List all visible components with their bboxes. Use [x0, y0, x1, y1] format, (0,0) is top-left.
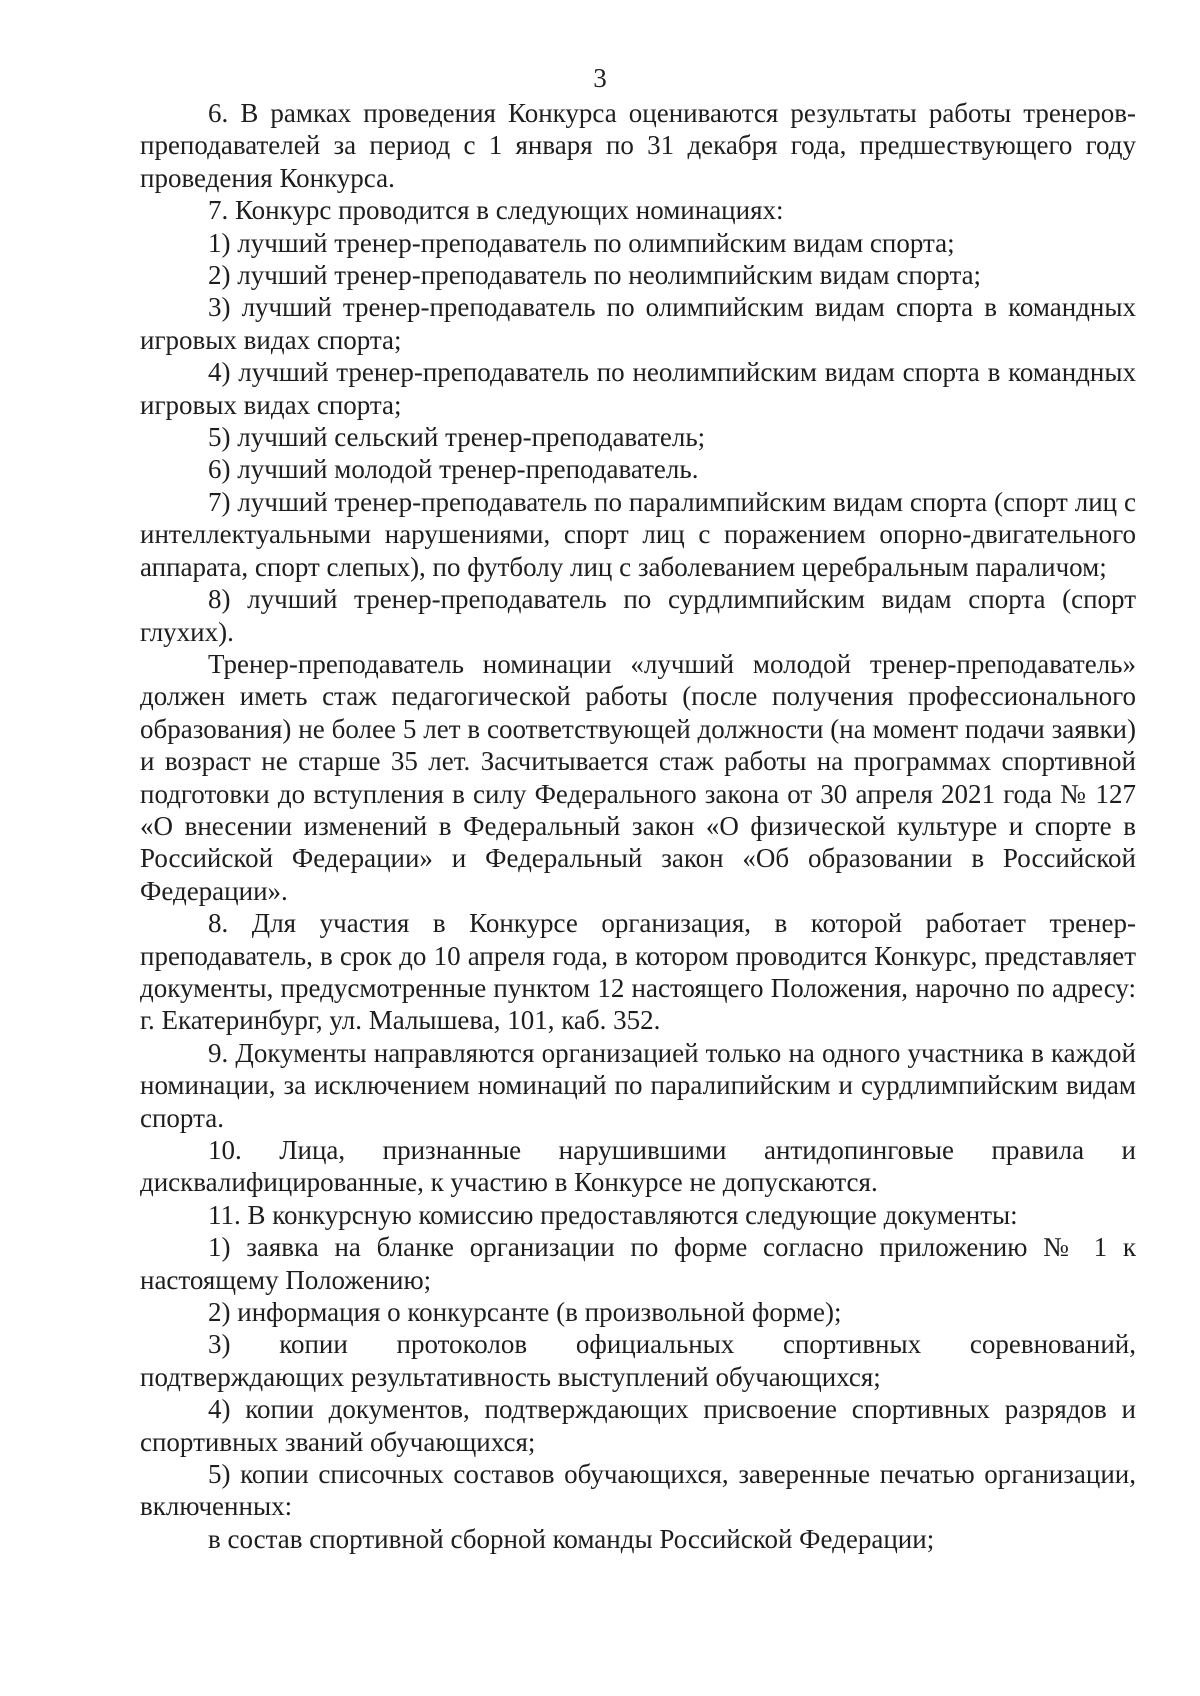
nomination-4: 4) лучший тренер-преподаватель по неолимпийским видам спорта в командных игровых видах спорта; [140, 357, 1136, 420]
paragraph-item-8: 8. Для участия в Конкурсе организация, в которой работает тренер-преподаватель, в срок до 10 апреля года, в котором проводится Конкурс, представляет документы, предусмотренные пунктом 12 настоящего Положения, нарочно по адресу: г. Екатеринбург, ул. Малышева, 101, каб. 352. [140, 908, 1136, 1036]
document-list-5-subitem: в состав спортивной сборной команды Российской Федерации; [208, 1523, 935, 1554]
nomination-3: 3) лучший тренер-преподаватель по олимпийским видам спорта в командных игровых видах спорта; [140, 292, 1136, 355]
paragraph-item-6: 6. В рамках проведения Конкурса оцениваются результаты работы тренеров-преподавателей за период с 1 января по 31 декабря года, предшествующего году проведения Конкурса. [140, 98, 1136, 193]
nomination-6: 6) лучший молодой тренер-преподаватель. [208, 454, 699, 485]
document-list-5: 5) копии списочных составов обучающихся, заверенные печатью организации, включенных: [140, 1459, 1136, 1522]
paragraph-item-9: 9. Документы направляются организацией только на одного участника в каждой номинации, за исключением номинаций по паралипийским и сурдлимпийским видам спорта. [140, 1037, 1136, 1133]
nomination-7: 7) лучший тренер-преподаватель по паралимпийским видам спорта (спорт лиц с интеллектуальными нарушениями, спорт лиц с поражением опорно-двигательного аппарата, спорт слепых), по футболу лиц с заболеванием церебральным параличом; [140, 486, 1136, 582]
nomination-2: 2) лучший тренер-преподаватель по неолимпийским видам спорта; [208, 260, 982, 291]
document-list-3: 3) копии протоколов официальных спортивных соревнований, подтверждающих результативность выступлений обучающихся; [140, 1329, 1136, 1392]
paragraph-item-10: 10. Лица, признанные нарушившими антидопинговые правила и дисквалифицированные, к участию в Конкурсе не допускаются. [140, 1135, 1136, 1198]
document-list-4: 4) копии документов, подтверждающих присвоение спортивных разрядов и спортивных званий обучающихся; [140, 1394, 1136, 1457]
page-number: 3 [593, 63, 607, 93]
document-list-2: 2) информация о конкурсанте (в произвольной форме); [208, 1297, 842, 1328]
nomination-5: 5) лучший сельский тренер-преподаватель; [208, 422, 706, 453]
young-coach-requirements: Тренер-преподаватель номинации «лучший молодой тренер-преподаватель» должен иметь стаж педагогической работы (после получения профессионального образования) не более 5 лет в соответствующей должности (на момент подачи заявки) и возраст не старше 35 лет. Засчитывается стаж работы на программах спортивной подготовки до вступления в силу Федерального закона от 30 апреля 2021 года № 127 «О внесении изменений в Федеральный закон «О физической культуре и спорте в Российской Федерации» и Федеральный закон «Об образовании в Российской Федерации». [140, 648, 1136, 906]
paragraph-item-11: 11. В конкурсную комиссию предоставляются следующие документы: [208, 1199, 1018, 1230]
document-body [140, 97, 1136, 1555]
document-list-1: 1) заявка на бланке организации по форме согласно приложению № 1 к настоящему Положению; [140, 1232, 1136, 1295]
nomination-1: 1) лучший тренер-преподаватель по олимпийским видам спорта; [208, 227, 955, 258]
nomination-8: 8) лучший тренер-преподаватель по сурдлимпийским видам спорта (спорт глухих). [140, 584, 1136, 647]
paragraph-item-7: 7. Конкурс проводится в следующих номинациях: [208, 195, 784, 226]
